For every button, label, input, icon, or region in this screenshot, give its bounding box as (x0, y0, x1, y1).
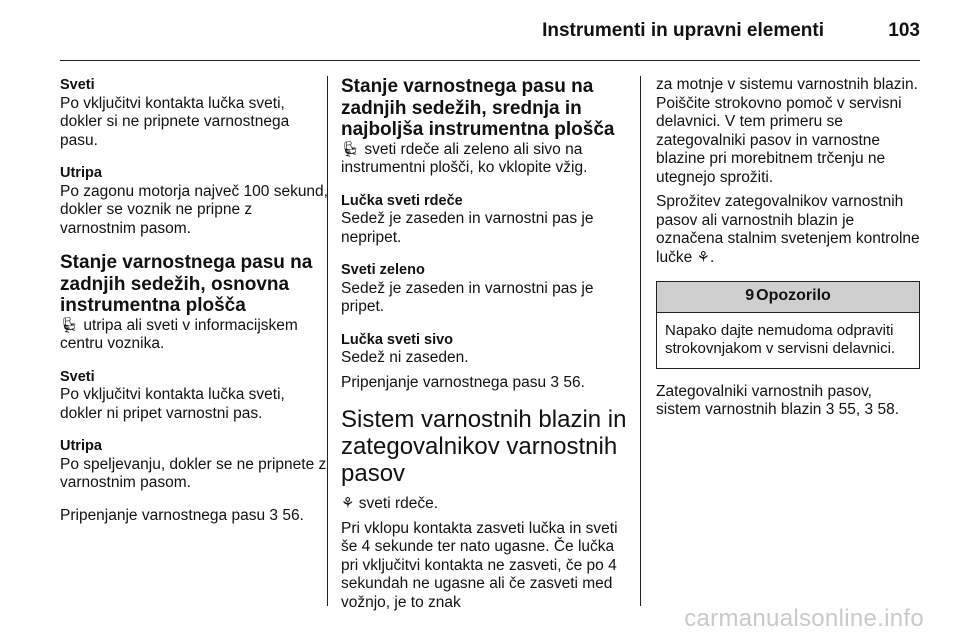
cross-reference[interactable] (60, 507, 328, 526)
paragraph: Sedež je zaseden in varnostni pas je pripet. (341, 279, 594, 315)
paragraph: Po vključitvi kontakta lučka sveti, dokler ni pripet varnostni pas. (60, 386, 285, 422)
ref-text: Zategovalniki varnostnih pasov, sistem varnostnih blazin (656, 382, 872, 418)
page-title: Instrumenti in upravni elementi (542, 20, 824, 41)
page-number: 103 (888, 20, 920, 41)
warning-body: Napako dajte nemudoma odpraviti strokovnjakom v servisni delavnici. (665, 321, 896, 357)
paragraph: za motnje v sistemu varnostnih blazin. Poiščite strokovno pomoč v servisni delavnici. V tem primeru se zategovalniki pasov in varnostne blazine pri morebitnem trčenju ne utegnejo sprožiti. (656, 76, 918, 186)
paragraph (60, 317, 328, 354)
section-heading: Stanje varnostnega pasu na zadnjih sedežih, srednja in najboljša instrumentna plošča (341, 76, 615, 140)
column-2 (341, 76, 627, 626)
seatbelt-icon: 💺︎ (341, 140, 361, 158)
label-sveti: Sveti (60, 77, 95, 93)
cross-reference[interactable] (341, 374, 627, 393)
intro-text: sveti rdeče ali zeleno ali sivo na instrumentni plošči, ko vklopite vžig. (341, 140, 588, 176)
airbag-icon: ⚘ (341, 495, 355, 512)
paragraph: Po speljevanju, dokler se ne pripnete z varnostnim pasom. (60, 455, 327, 491)
paragraph: Po vključitvi kontakta lučka sveti, dokler si ne pripnete varnostnega pasu. (60, 94, 290, 149)
cross-reference[interactable] (656, 383, 920, 420)
ref-text: Pripenjanje varnostnega pasu (60, 506, 266, 524)
ref-page[interactable]: 58. (877, 401, 900, 418)
airbag-text: sveti rdeče. (358, 495, 439, 512)
ref-page[interactable]: 55, (838, 401, 861, 418)
warning-icon: 9 (745, 287, 755, 304)
seatbelt-icon: 💺︎ (60, 316, 80, 334)
ref-text: Pripenjanje varnostnega pasu (341, 373, 547, 391)
airbag-icon: ⚘ (696, 248, 710, 266)
column-1 (60, 76, 328, 539)
paragraph-text: Sprožitev zategovalnikov varnostnih pasov ali varnostnih blazin je označena stalnim svetenjem kontrolne lučke (656, 193, 920, 266)
section-heading: Stanje varnostnega pasu na zadnjih sedežih, osnovna instrumentna plošča (60, 252, 313, 316)
label-utripa: Utripa (60, 165, 102, 181)
section-title: Sistem varnostnih blazin in zategovalnikov varnostnih pasov (341, 406, 627, 487)
column-divider-2 (640, 76, 641, 606)
label-grey: Lučka sveti sivo (341, 331, 454, 348)
arrow-icon: 3 (550, 373, 560, 391)
paragraph: Sedež ni zaseden. (341, 349, 469, 366)
label-red: Lučka sveti rdeče (341, 192, 463, 209)
arrow-icon: 3 (864, 401, 874, 418)
column-3 (656, 76, 920, 434)
paragraph: Sprožitev zategovalnikov varnostnih pasov ali varnostnih blazin je označena stalnim svetenjem kontrolne lučke ⚘. (656, 193, 920, 266)
page-header (60, 0, 920, 62)
header-divider (60, 60, 920, 61)
paragraph (341, 141, 627, 178)
arrow-icon: 3 (269, 506, 279, 524)
paragraph: Pri vklopu kontakta zasveti lučka in sveti še 4 sekunde ter nato ugasne. Če lučka pri vključitvi kontakta ne zasveti, če po 4 sekundah ne ugasne ali če zasveti med vožnjo, je to znak (341, 519, 618, 611)
ref-page[interactable]: 56. (563, 373, 585, 391)
paragraph (341, 495, 627, 514)
watermark: carmanualsonline.info (684, 605, 924, 632)
paragraph: Sedež je zaseden in varnostni pas je nepripet. (341, 210, 594, 246)
warning-title: Opozorilo (756, 287, 831, 304)
arrow-icon: 3 (825, 401, 835, 418)
warning-box (656, 281, 920, 369)
warning-header (657, 282, 919, 313)
label-green: Sveti zeleno (341, 262, 425, 278)
label-utripa: Utripa (60, 438, 102, 454)
label-sveti: Sveti (60, 368, 95, 385)
paragraph: Po zagonu motorja največ 100 sekund, dokler se voznik ne pripne z varnostnim pasom. (60, 182, 328, 237)
intro-text: utripa ali sveti v informacijskem centru voznika. (60, 316, 298, 352)
ref-page[interactable]: 56. (282, 506, 304, 524)
